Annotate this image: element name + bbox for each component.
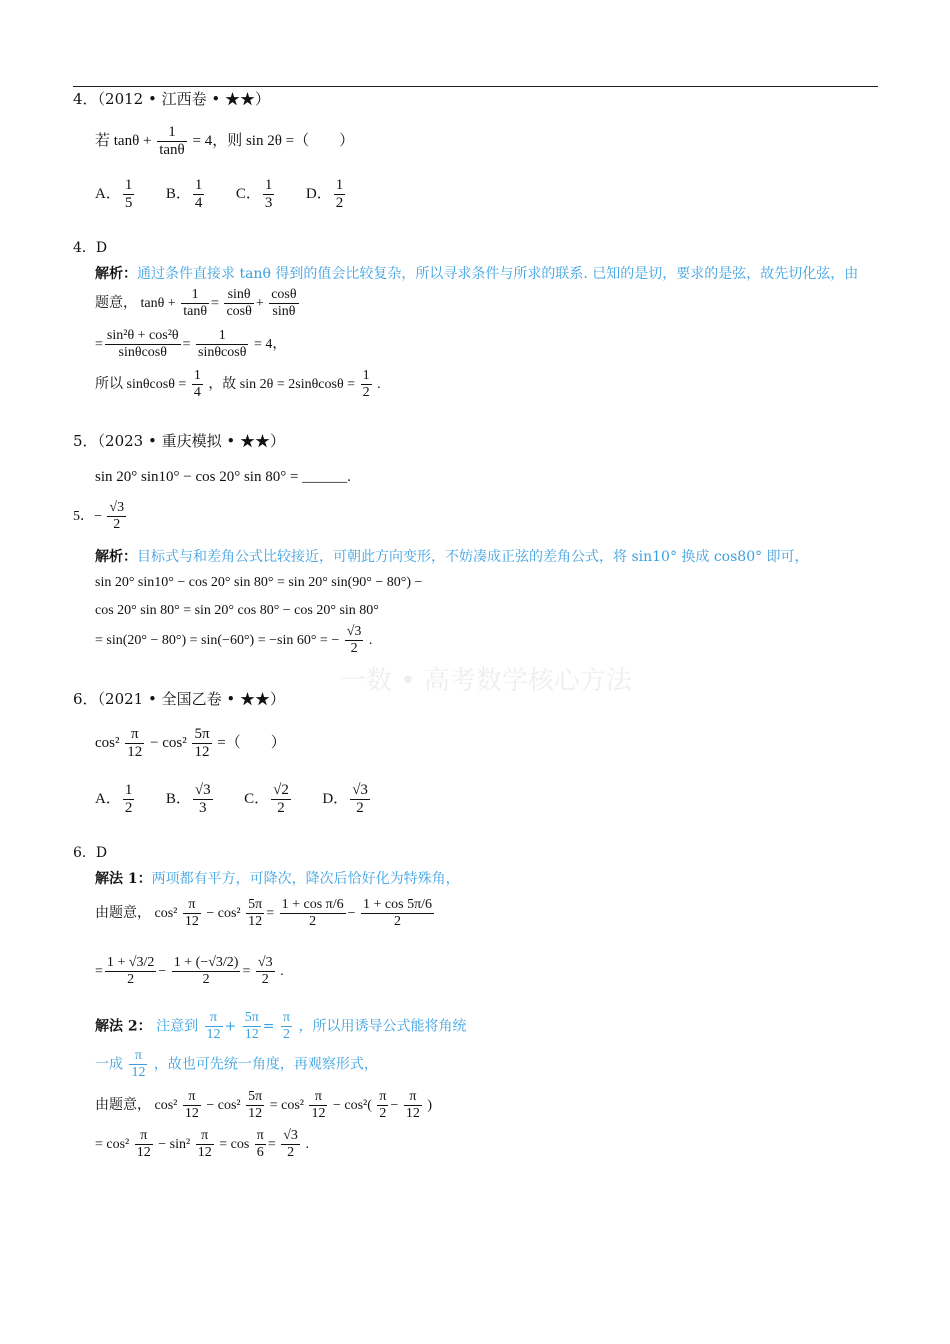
- q6-header: 6．（2021 • 全国乙卷 • ★★）: [73, 690, 285, 708]
- q4-option-c: C． $\frac{1}{3}$: [235, 177, 273, 212]
- q4-option-d: D． $\frac{1}{2}$: [305, 177, 344, 212]
- q5-derivation-3: = sin(20° − 80°) = sin(−60°) = −sin 60° = − $\frac{√3}{2}$ .: [95, 624, 373, 657]
- q6-method1: 解法 1：两项都有平方，可降次，降次后恰好化为特殊角，: [95, 871, 460, 887]
- q4-derivation-1: 题意， tanθ + $\frac{1}{\tan\theta}$ = $\frac{\sin\theta}{\cos\theta}$ + $\frac{\cos\theta}{\sin\theta}$: [95, 287, 297, 320]
- top-rule: [73, 86, 878, 87]
- q6-method1-line1: 由题意， cos² $\frac{\pi}{12}$ − cos² $\frac{5\pi}{12}$ = $\frac{\text{1 + cos π/6}}{2}$ − $\frac{1 + \cos 5\pi/6}{2}$: [95, 897, 433, 930]
- q6-method2-line2: = cos² $\frac{\pi}{12}$ − sin² $\frac{\pi}{12}$ = cos $\frac{\pi}{6}$ = $\frac{√3}{2}$ .: [95, 1128, 309, 1161]
- q6-method2-cont: 一成 $\frac{\pi}{12}$ ，故也可先统一角度，再观察形式，: [95, 1048, 378, 1081]
- q4-analysis: 解析：通过条件直接求 tanθ 得到的值会比较复杂，所以寻求条件与所求的联系. 已知的是切，要求的是弦，故先切化弦，由: [95, 266, 859, 282]
- q6-method1-line2: = $\frac{1 + √3/2}{2}$ − $\frac{1 + (-√3/2)}{2}$ = $\frac{√3}{2}$ .: [95, 955, 284, 988]
- q4-option-a: A． $\frac{1}{5}$: [95, 177, 133, 212]
- q4-derivation-2: = $\frac{\text{sin²θ + cos²θ}}{\sin\theta\cos\theta}$ = $\frac{1}{\sin\theta\cos\theta}$ = 4，: [95, 328, 287, 361]
- q6-option-c: C． $\frac{√2}{2}$: [244, 782, 289, 817]
- q6-method2: 解法 2： 注意到 $\frac{\pi}{12}$ + $\frac{5\pi}{12}$ = $\frac{\pi}{2}$ ，所以用诱导公式能将角统: [95, 1010, 467, 1043]
- q5-analysis: 解析：目标式与和差角公式比较接近，可朝此方向变形，不妨凑成正弦的差角公式，将 sin10° 换成 cos80° 即可，: [95, 549, 809, 565]
- q5-header: 5．（2023 • 重庆模拟 • ★★）: [73, 432, 285, 450]
- q4-stem: 若 tanθ + $\frac{1}{\tan\theta}$ = 4，则 sin 2θ =（ ）: [95, 124, 355, 159]
- q4-answer: 4．D: [73, 240, 108, 256]
- q4-options: [95, 177, 347, 213]
- q6-option-a: A． $\frac{1}{2}$: [95, 782, 133, 817]
- q4-option-b: B． $\frac{1}{4}$: [165, 177, 203, 212]
- q6-option-d: D． $\frac{√3}{2}$: [322, 782, 368, 817]
- q6-options: [95, 782, 372, 818]
- q4-header: 4．（2012 • 江西卷 • ★★）: [73, 90, 270, 108]
- q6-method2-line1: 由题意， cos² $\frac{\pi}{12}$ − cos² $\frac{5\pi}{12}$ = cos² $\frac{\pi}{12}$ − cos²( $\frac{\pi}{2}$ − $\frac{\pi}{12}$ ): [95, 1089, 433, 1122]
- q5-derivation-1: sin 20° sin10° − cos 20° sin 80° = sin 20° sin(90° − 80°) −: [95, 575, 423, 590]
- q5-answer: 5．− $\frac{√3}{2}$: [73, 500, 125, 533]
- q5-derivation-2: cos 20° sin 80° = sin 20° cos 80° − cos 20° sin 80°: [95, 603, 379, 618]
- q4-derivation-3: 所以 sinθcosθ = $\frac{1}{4}$ ，故 sin 2θ = 2sinθcosθ = $\frac{1}{2}$ .: [95, 368, 381, 401]
- q6-stem: cos² $\frac{\pi}{12}$ − cos² $\frac{5\pi}{12}$ =（ ）: [95, 726, 286, 761]
- q5-stem: sin 20° sin10° − cos 20° sin 80° = ______.: [95, 469, 351, 485]
- watermark: 一数 • 高考数学核心方法: [340, 666, 632, 696]
- q6-option-b: B． $\frac{√3}{3}$: [165, 782, 211, 817]
- q6-answer: 6．D: [73, 845, 108, 861]
